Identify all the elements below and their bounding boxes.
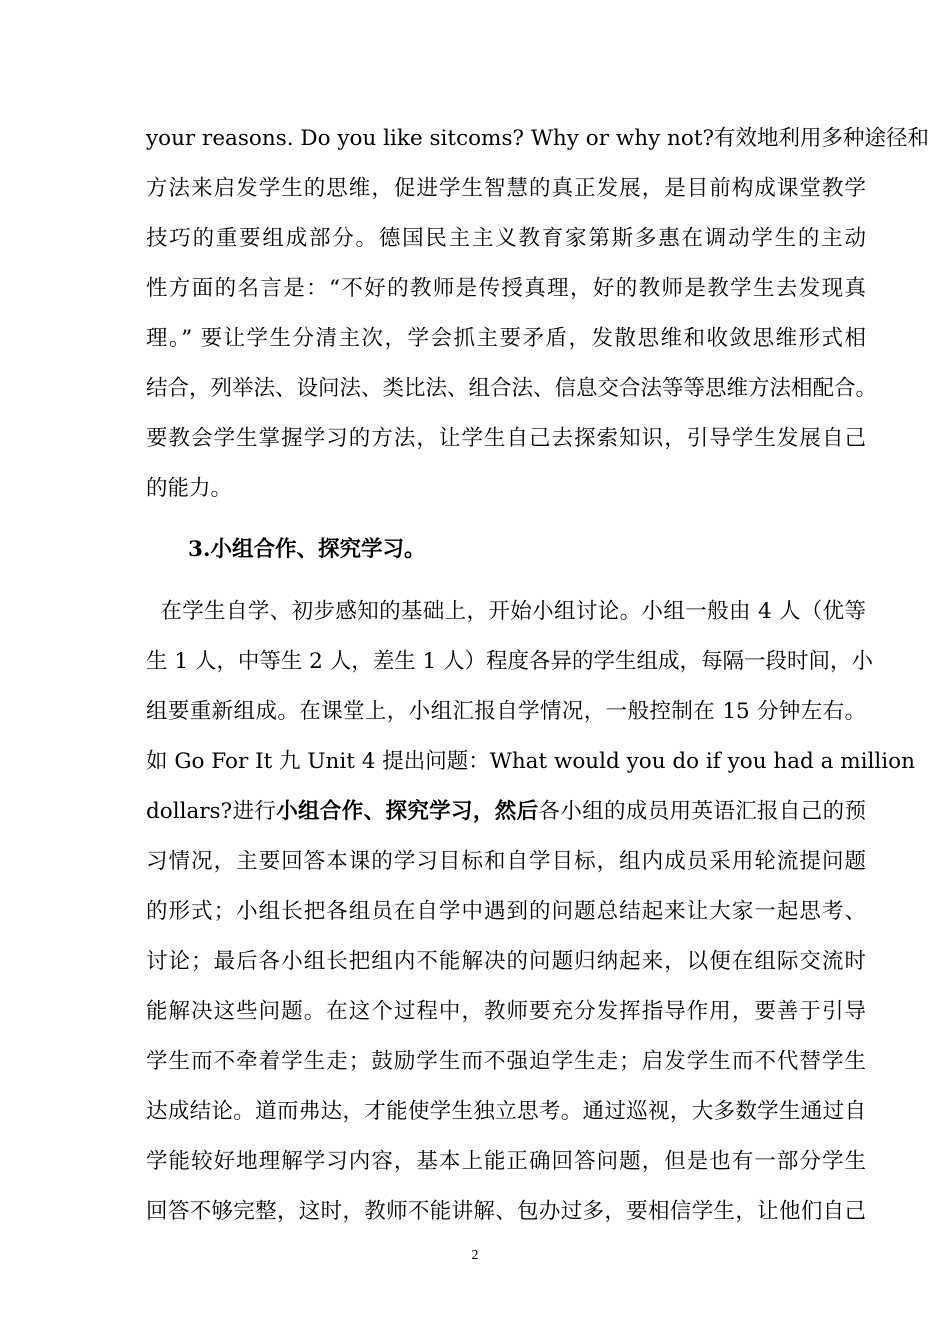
paragraph-line: 要教会学生掌握学习的方法，让学生自己去探索知识，引导学生发展自己 bbox=[146, 426, 866, 451]
paragraph-line: 在学生自学、初步感知的基础上，开始小组讨论。小组一般由 4 人（优等 bbox=[146, 599, 866, 624]
paragraph-line: 回答不够完整，这时，教师不能讲解、包办过多，要相信学生，让他们自己 bbox=[146, 1199, 866, 1224]
paragraph-line: 技巧的重要组成部分。德国民主主义教育家第斯多惠在调动学生的主动 bbox=[146, 226, 866, 251]
paragraph-line: 方法来启发学生的思维，促进学生智慧的真正发展，是目前构成课堂教学 bbox=[146, 176, 866, 201]
paragraph-line: your reasons. Do you like sitcoms? Why or why not?有效地利用多种途径和 bbox=[146, 126, 930, 151]
paragraph-line: 讨论；最后各小组长把组内不能解决的问题归纳起来，以便在组际交流时 bbox=[146, 949, 866, 974]
paragraph-line: 的能力。 bbox=[146, 476, 233, 501]
paragraph-line: 性方面的名言是：“不好的教师是传授真理，好的教师是教学生去发现真 bbox=[146, 276, 866, 301]
paragraph-line: 学能较好地理解学习内容，基本上能正确回答问题，但是也有一部分学生 bbox=[146, 1149, 866, 1174]
text-run: 各小组的成员用英语汇报自己的预 bbox=[538, 799, 866, 824]
paragraph-line: 能解决这些问题。在这个过程中，教师要充分发挥指导作用，要善于引导 bbox=[146, 999, 866, 1024]
paragraph-line: 理。” 要让学生分清主次，学会抓主要矛盾，发散思维和收敛思维形式相 bbox=[146, 326, 866, 351]
text-run: dollars?进行 bbox=[146, 799, 277, 824]
paragraph-line: 习情况，主要回答本课的学习目标和自学目标，组内成员采用轮流提问题 bbox=[146, 849, 866, 874]
paragraph-line: 如 Go For It 九 Unit 4 提出问题：What would you do if you had a million bbox=[146, 749, 915, 774]
page-number: 2 bbox=[471, 1248, 479, 1263]
paragraph-line: 结合，列举法、设问法、类比法、组合法、信息交合法等等思维方法相配合。 bbox=[146, 376, 878, 401]
paragraph-line-mixed bbox=[146, 798, 866, 826]
paragraph-line: 组要重新组成。在课堂上，小组汇报自学情况，一般控制在 15 分钟左右。 bbox=[146, 699, 866, 724]
paragraph-line: 的形式；小组长把各组员在自学中遇到的问题总结起来让大家一起思考、 bbox=[146, 899, 866, 924]
paragraph-line: 生 1 人，中等生 2 人，差生 1 人）程度各异的学生组成，每隔一段时间，小 bbox=[146, 649, 874, 674]
paragraph-line: 达成结论。道而弗达，才能使学生独立思考。通过巡视，大多数学生通过自 bbox=[146, 1099, 866, 1124]
paragraph-line: 学生而不牵着学生走；鼓励学生而不强迫学生走；启发学生而不代替学生 bbox=[146, 1049, 866, 1074]
section-heading: 3.小组合作、探究学习。 bbox=[188, 537, 426, 562]
bold-text-run: 小组合作、探究学习，然后 bbox=[276, 799, 539, 824]
